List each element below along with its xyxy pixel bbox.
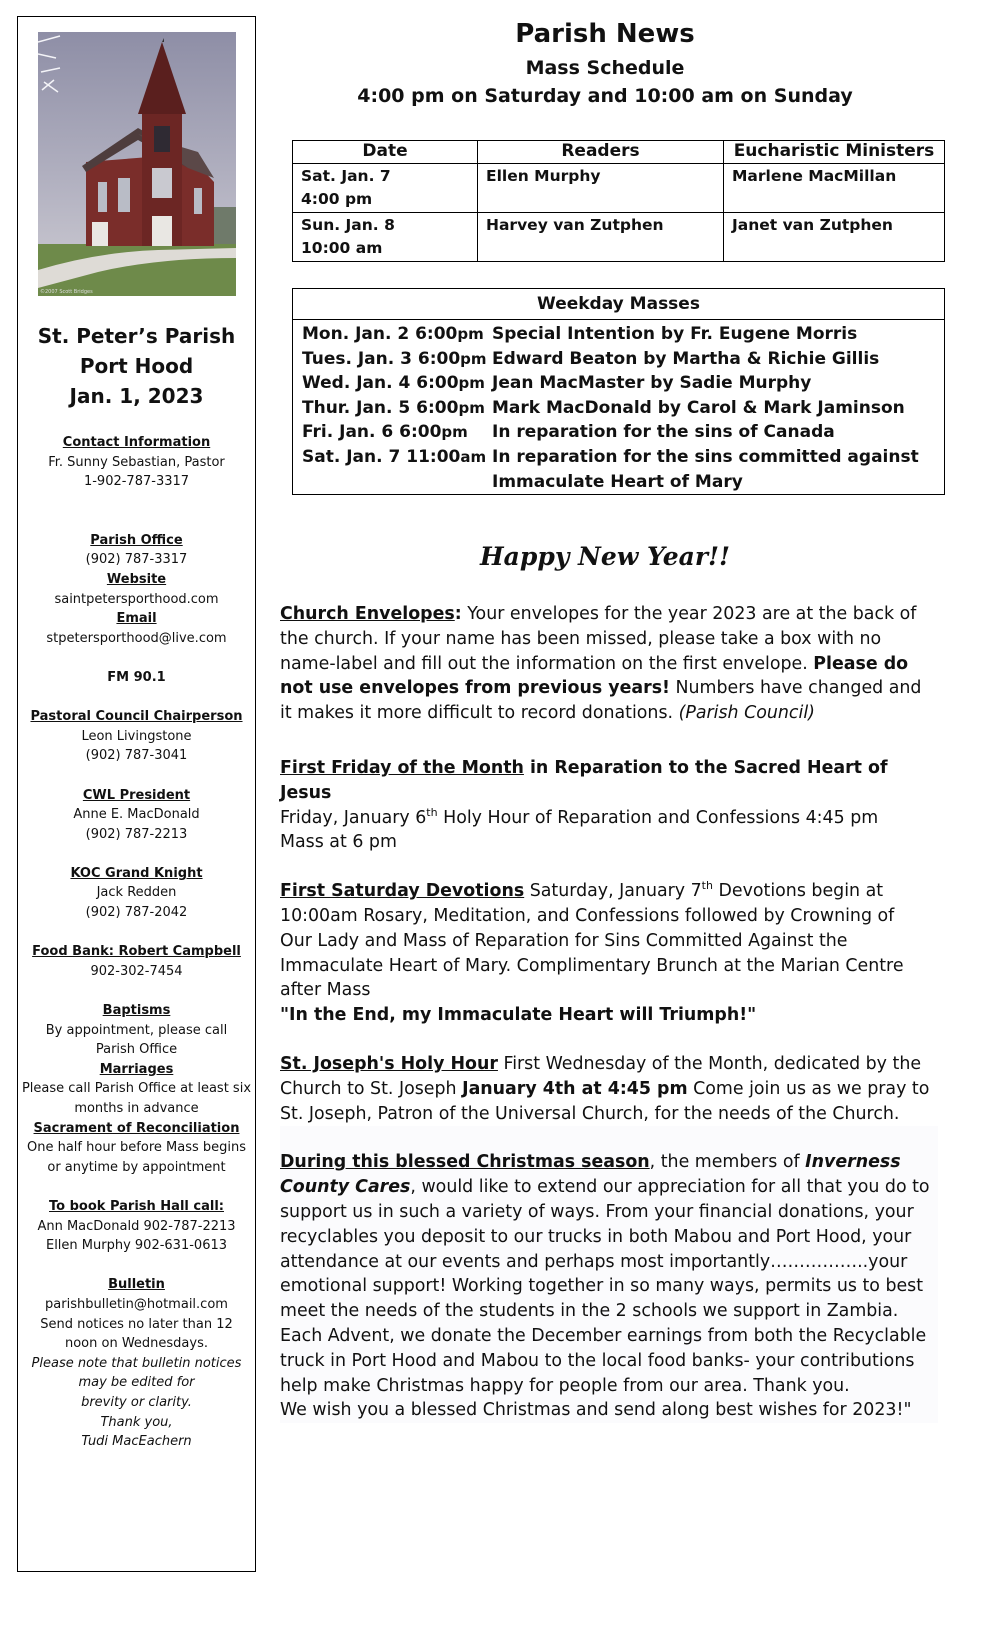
bulletin-note4: Thank you, <box>100 1414 173 1430</box>
parish-location: Port Hood <box>79 354 194 378</box>
baptisms-heading: Baptisms <box>102 1003 171 1019</box>
mass-intention: In reparation for the sins committed against <box>492 446 919 467</box>
pastoral-council-name: Leon Livingstone <box>81 728 192 744</box>
christmas-notice: During this blessed Christmas season, the members of Inverness County Cares, would like to extend our appreciation for all that you do to support us in such a variety of ways. From your financial donations, your recyclables you deposit to our trucks in both Mabou and Port Hood, your attendance at our events and perhaps most importantly……………..your emotional support! Working together in so many ways, permits us to best meet the needs of the students in the 2 schools we support in Zambia. Each Advent, we donate the December earnings from both the Recyclable truck in Port Hood and Mabou to the local food banks- your contributions help make Christmas happy for people from our area. Thank you. We wish you a blessed Christmas and send along best wishes for 2023!" <box>280 1126 938 1423</box>
parish-hall-line2: Ellen Murphy 902-631-0613 <box>45 1238 228 1254</box>
mass-day-time: Fri. Jan. 6 6:00pm <box>302 422 468 443</box>
date-cell <box>293 213 478 262</box>
koc-phone: (902) 787-2042 <box>85 905 188 921</box>
reconciliation-line2: or anytime by appointment <box>47 1159 226 1175</box>
date-day: Sun. Jan. 8 <box>301 216 395 234</box>
reconciliation-heading: Sacrament of Reconciliation <box>33 1120 240 1136</box>
email-value: stpetersporthood@live.com <box>46 630 227 646</box>
mass-intention: In reparation for the sins of Canada <box>492 422 835 443</box>
sidebar <box>17 16 256 1572</box>
bulletin-note1: Please note that bulletin notices <box>31 1355 242 1371</box>
cwl-heading: CWL President <box>82 787 191 803</box>
website-heading: Website <box>106 571 167 587</box>
pastor-name: Fr. Sunny Sebastian, Pastor <box>48 454 225 470</box>
envelopes-heading: Church Envelopes <box>280 604 455 624</box>
mass-schedule-title: Mass Schedule <box>525 57 685 79</box>
pastoral-council-phone: (902) 787-3041 <box>85 748 188 764</box>
mass-day-time: Thur. Jan. 5 6:00pm <box>302 397 485 418</box>
mass-schedule-times: 4:00 pm on Saturday and 10:00 am on Sunday <box>357 85 853 107</box>
mass-day-time: Wed. Jan. 4 6:00pm <box>302 373 485 394</box>
table-row <box>293 164 945 213</box>
list-item <box>302 396 936 421</box>
parish-hall-heading: To book Parish Hall call: <box>49 1198 224 1214</box>
radio-frequency: FM 90.1 <box>107 669 166 685</box>
column-header-readers: Readers <box>478 141 724 164</box>
column-header-ministers: Eucharistic Ministers <box>724 141 945 164</box>
food-bank-phone: 902-302-7454 <box>90 963 183 979</box>
baptisms-line1: By appointment, please call <box>45 1022 228 1038</box>
parish-hall-line1: Ann MacDonald 902-787-2213 <box>37 1218 236 1234</box>
church-image <box>38 32 236 296</box>
church-photo <box>38 32 236 296</box>
contact-heading: Contact Information <box>62 435 211 450</box>
st-joseph-heading: St. Joseph's Holy Hour <box>280 1053 498 1074</box>
mass-intention: Jean MacMaster by Sadie Murphy <box>492 373 812 394</box>
bulletin-email: parishbulletin@hotmail.com <box>45 1296 228 1312</box>
sidebar-info <box>18 433 255 1452</box>
baptisms-line2: Parish Office <box>95 1042 178 1058</box>
weekday-masses-box <box>292 288 945 495</box>
bulletin-note2: may be edited for <box>78 1375 195 1391</box>
mass-schedule-table <box>292 140 945 262</box>
christmas-heading: During this blessed Christmas season <box>280 1152 650 1173</box>
list-item <box>302 347 936 372</box>
greeting: Happy New Year!! <box>480 542 730 571</box>
column-header-date: Date <box>293 141 478 164</box>
email-heading: Email <box>116 611 157 627</box>
cwl-name: Anne E. MacDonald <box>73 807 200 823</box>
bulletin-line1: Send notices no later than 12 <box>40 1316 233 1332</box>
st-joseph-notice: St. Joseph's Holy Hour First Wednesday of the Month, dedicated by the Church to St. Joseph January 4th at 4:45 pm Come join us as we pray to St. Joseph, Patron of the Universal Church, for the needs of the Church. <box>280 1053 930 1124</box>
mass-intention: Mark MacDonald by Carol & Mark Jaminson <box>492 397 905 418</box>
reader-cell: Ellen Murphy <box>478 164 724 213</box>
bulletin-note3: brevity or clarity. <box>81 1394 192 1410</box>
marriages-heading: Marriages <box>99 1061 174 1077</box>
mass-day-time <box>302 470 492 495</box>
mass-intention: Special Intention by Fr. Eugene Morris <box>492 324 858 344</box>
first-saturday-notice: First Saturday Devotions Saturday, January 7th Devotions begin at 10:00am Rosary, Meditation, and Confessions followed by Crowning of Our Lady and Mass of Reparation for Sins Committed Against the Immaculate Heart of Mary. Complimentary Brunch at the Marian Centre after Mass "In the End, my Immaculate Heart will Triumph!" <box>280 879 930 1028</box>
minister-cell: Janet van Zutphen <box>724 213 945 262</box>
bulletin-line2: noon on Wednesdays. <box>64 1336 208 1352</box>
list-item <box>302 445 936 470</box>
table-row <box>293 213 945 262</box>
photo-credit: ©2007 Scott Bridges <box>40 289 93 295</box>
koc-heading: KOC Grand Knight <box>70 865 203 881</box>
mass-day-time: Mon. Jan. 2 6:00pm <box>302 324 484 344</box>
bulletin-note5: Tudi MacEachern <box>81 1434 192 1450</box>
marriages-line1: Please call Parish Office at least six <box>21 1081 252 1097</box>
minister-cell: Marlene MacMillan <box>724 164 945 213</box>
mass-intention: Edward Beaton by Martha & Richie Gillis <box>492 348 880 369</box>
parish-office-heading: Parish Office <box>90 532 183 548</box>
mass-intention: Immaculate Heart of Mary <box>492 471 743 492</box>
envelopes-notice: Church Envelopes: Your envelopes for the year 2023 are at the back of the church. If your name has been missed, please take a box with no name-label and fill out the information on the first envelope. Please do not use envelopes from previous years! Numbers have changed and it makes it more difficult to record donations. (Parish Council) <box>280 604 922 724</box>
food-bank-heading: Food Bank: Robert Campbell <box>32 944 241 960</box>
list-item <box>302 420 936 445</box>
parish-office-phone: (902) 787-3317 <box>85 552 188 568</box>
reader-cell: Harvey van Zutphen <box>478 213 724 262</box>
cwl-phone: (902) 787-2213 <box>85 826 188 842</box>
table-header-row <box>293 141 945 164</box>
main-header <box>280 14 930 110</box>
date-day: Sat. Jan. 7 <box>301 167 391 185</box>
pastoral-council-heading: Pastoral Council Chairperson <box>30 709 243 725</box>
page-title: Parish News <box>515 19 695 49</box>
date-time: 10:00 am <box>301 239 383 257</box>
koc-name: Jack Redden <box>96 885 177 901</box>
parish-name: St. Peter’s Parish <box>37 324 236 348</box>
first-friday-notice: First Friday of the Month in Reparation to the Sacred Heart of Jesus Friday, January 6th Holy Hour of Reparation and Confessions 4:45 pm Mass at 6 pm <box>280 757 888 853</box>
parish-title <box>18 321 255 411</box>
marriages-line2: months in advance <box>74 1101 199 1116</box>
mass-day-time: Sat. Jan. 7 11:00am <box>302 446 487 467</box>
notices <box>280 602 930 1423</box>
weekday-masses-list <box>293 320 944 494</box>
date-time: 4:00 pm <box>301 190 373 208</box>
date-cell <box>293 164 478 213</box>
bulletin-date: Jan. 1, 2023 <box>69 384 204 408</box>
mass-day-time: Tues. Jan. 3 6:00pm <box>302 348 487 369</box>
organization-name: Inverness County Cares <box>280 1152 901 1198</box>
first-saturday-heading: First Saturday Devotions <box>280 881 525 902</box>
first-saturday-quote: "In the End, my Immaculate Heart will Triumph!" <box>280 1005 757 1026</box>
list-item <box>302 470 936 495</box>
list-item <box>302 322 936 347</box>
reconciliation-line1: One half hour before Mass begins <box>27 1140 246 1156</box>
weekday-masses-title: Weekday Masses <box>293 289 944 320</box>
list-item <box>302 371 936 396</box>
bulletin-heading: Bulletin <box>108 1277 165 1293</box>
website-value: saintpetersporthood.com <box>54 591 219 607</box>
first-friday-heading: First Friday of the Month <box>280 757 524 778</box>
contact-phone: 1-902-787-3317 <box>83 474 190 490</box>
